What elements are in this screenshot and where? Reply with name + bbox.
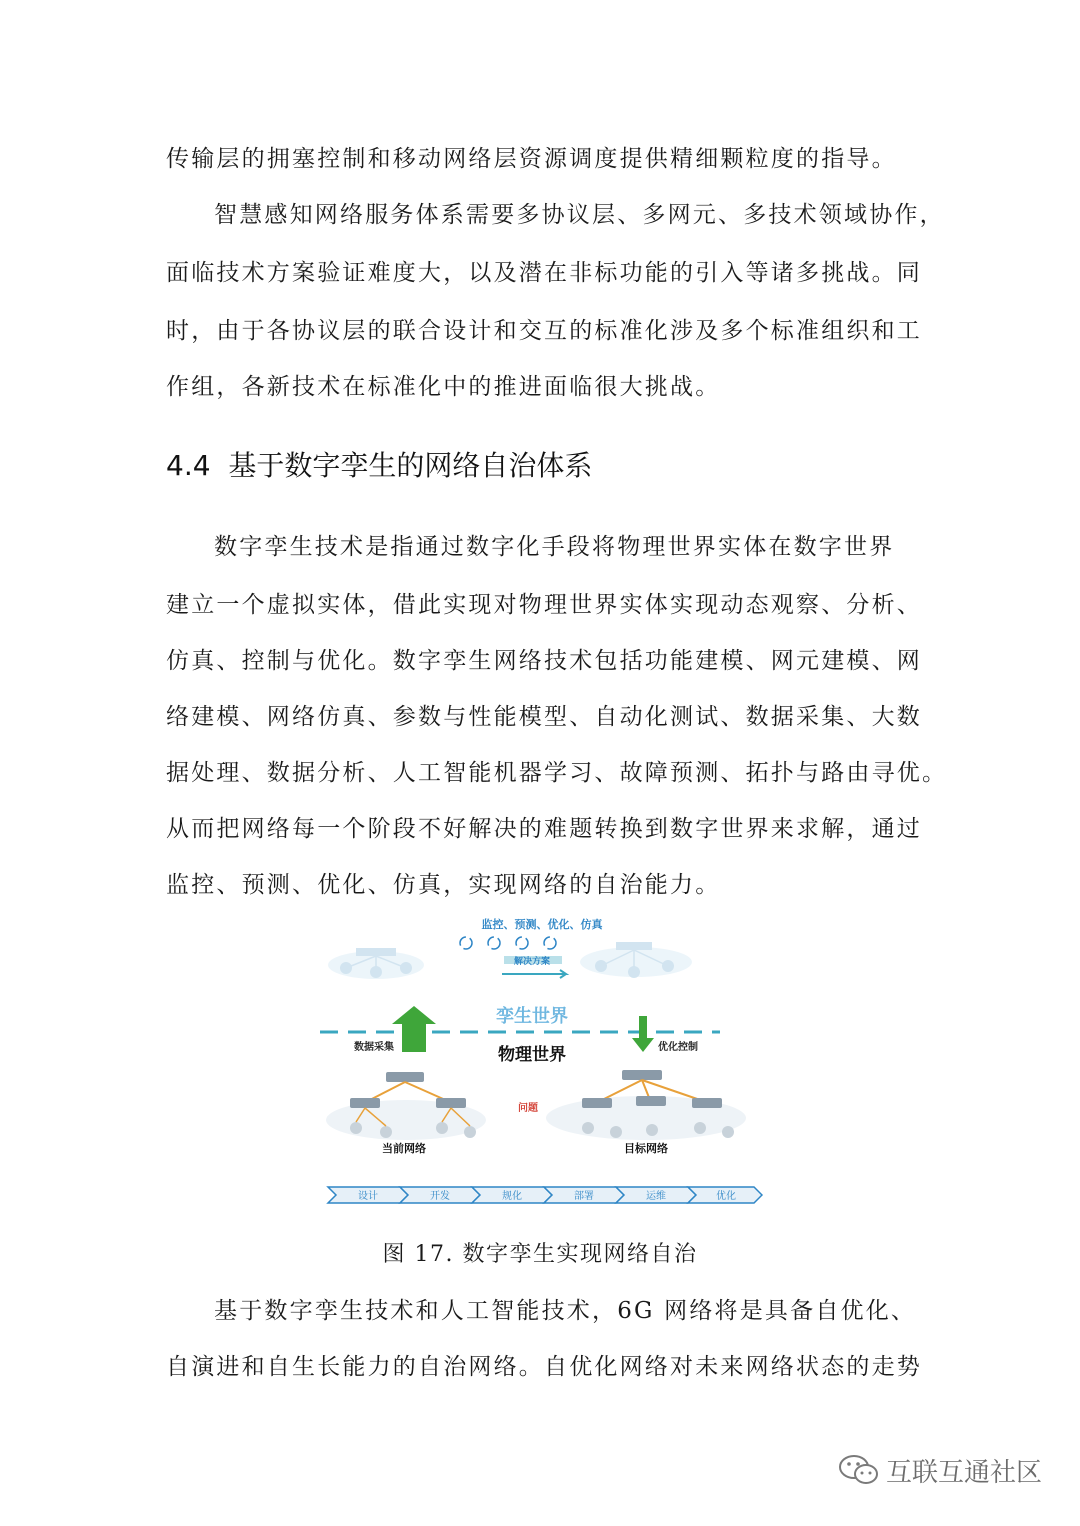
cycle-icons: [460, 937, 556, 949]
optimize-control-arrow: [632, 1016, 654, 1052]
stage-design: [328, 1187, 408, 1203]
paragraph-line: 监控、预测、优化、仿真，实现网络的自治能力。: [166, 872, 721, 898]
data-collection-arrow: [392, 1006, 436, 1052]
paragraph-line: 面临技术方案验证难度大，以及潜在非标功能的引入等诸多挑战。同: [166, 260, 922, 286]
target-network-label: 目标网络: [624, 1143, 668, 1155]
section-number: 4.4: [166, 449, 211, 482]
paragraph-line: 自演进和自生长能力的自治网络。自优化网络对未来网络状态的走势: [166, 1354, 922, 1380]
twin-world-label: 孪生世界: [496, 1006, 568, 1026]
paragraph-line: 建立一个虚拟实体，借此实现对物理世界实体实现动态观察、分析、: [166, 592, 922, 618]
solution-arrow: [502, 955, 566, 978]
stage-label: 优化: [716, 1191, 736, 1202]
stage-label: 运维: [646, 1191, 666, 1202]
data-collection-label: 数据采集: [354, 1042, 394, 1053]
paragraph-line: 数字孪生技术是指通过数字化手段将物理世界实体在数字世界: [214, 534, 895, 560]
stage-label: 规化: [502, 1191, 522, 1202]
stage-develop: [400, 1187, 480, 1203]
lifecycle-bar: [328, 1187, 762, 1203]
stage-label: 开发: [430, 1191, 450, 1202]
stage-label: 部署: [574, 1191, 594, 1202]
paragraph-line: 传输层的拥塞控制和移动网络层资源调度提供精细颗粒度的指导。: [166, 146, 897, 172]
paragraph-line: 仿真、控制与优化。数字孪生网络技术包括功能建模、网元建模、网: [166, 648, 922, 674]
paragraph-line: 智慧感知网络服务体系需要多协议层、多网元、多技术领域协作，: [214, 202, 945, 228]
optimize-control-label: 优化控制: [658, 1042, 698, 1053]
twin-network-right-icon: [580, 942, 692, 978]
stage-label: 设计: [358, 1191, 378, 1202]
stage-plan: [472, 1187, 552, 1203]
wechat-icon: [838, 1452, 880, 1488]
paragraph-line: 络建模、网络仿真、参数与性能模型、自动化测试、数据采集、大数: [166, 704, 922, 730]
digital-twin-figure: [316, 910, 768, 1210]
top-label: 监控、预测、优化、仿真: [481, 919, 603, 931]
solution-label: 解决方案: [513, 956, 551, 966]
stage-optimize: [688, 1187, 762, 1203]
current-network-icon: [326, 1072, 486, 1140]
stage-deploy: [544, 1187, 624, 1203]
current-network-label: 当前网络: [382, 1143, 426, 1155]
problem-label: 问题: [518, 1103, 538, 1114]
physical-world-label: 物理世界: [498, 1045, 566, 1064]
figure-caption: 图 17. 数字孪生实现网络自治: [382, 1242, 698, 1267]
paragraph-line: 时，由于各协议层的联合设计和交互的标准化涉及多个标准组织和工: [166, 318, 922, 344]
paragraph-line: 据处理、数据分析、人工智能机器学习、故障预测、拓扑与路由寻优。: [166, 760, 948, 786]
twin-network-left-icon: [328, 948, 424, 979]
section-title: 基于数字孪生的网络自治体系: [228, 449, 593, 482]
paragraph-line: 从而把网络每一个阶段不好解决的难题转换到数字世界来求解，通过: [166, 816, 922, 842]
stage-operate: [616, 1187, 696, 1203]
paragraph-line: 作组，各新技术在标准化中的推进面临很大挑战。: [166, 374, 721, 400]
watermark: [838, 1448, 1042, 1492]
watermark-text: 互联互通社区: [886, 1457, 1043, 1488]
paragraph-line: 基于数字孪生技术和人工智能技术，6G 网络将是具备自优化、: [214, 1298, 917, 1324]
section-heading: [166, 448, 592, 484]
target-network-icon: [546, 1070, 746, 1140]
